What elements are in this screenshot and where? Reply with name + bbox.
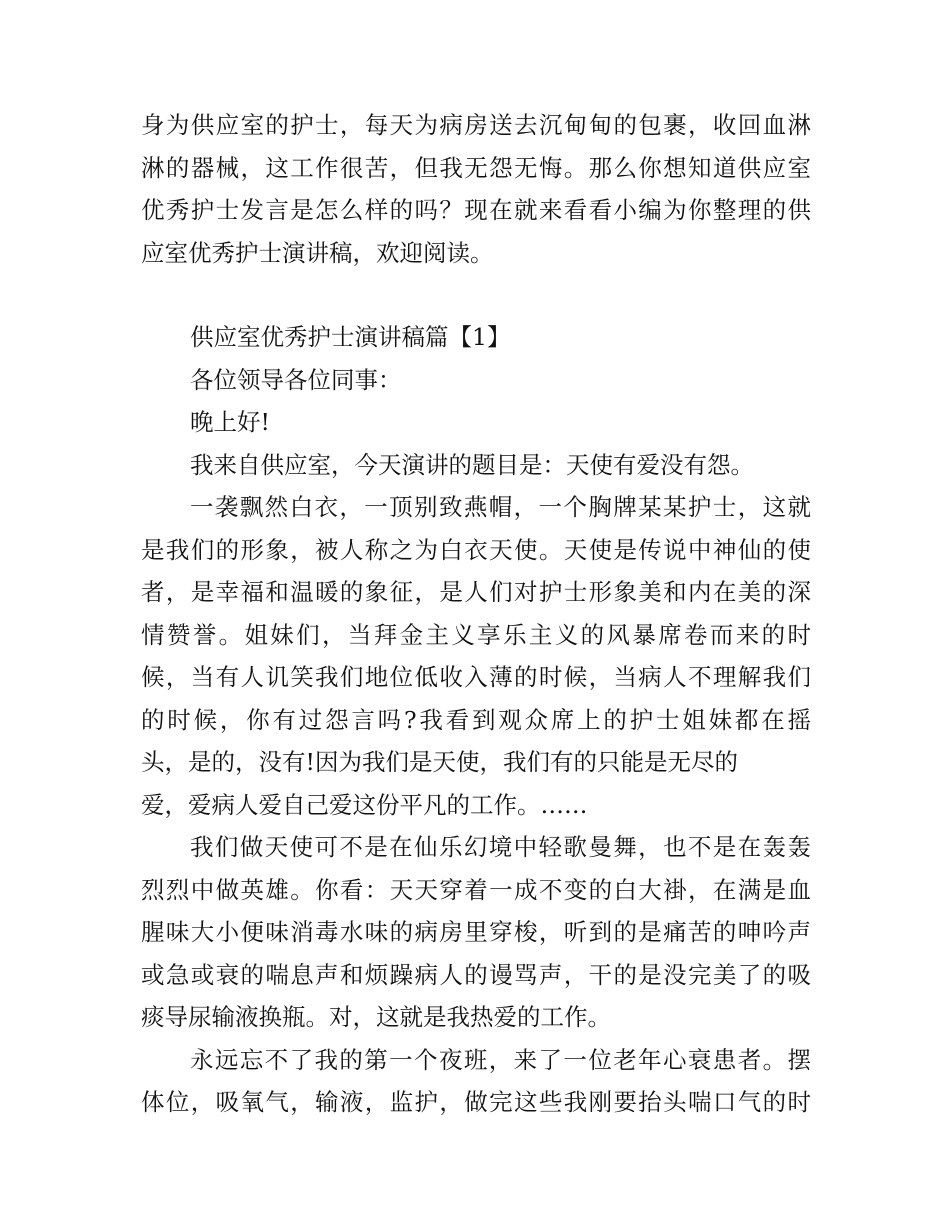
intro-line: 应室优秀护士演讲稿，欢迎阅读。: [141, 238, 494, 267]
paragraph-line: 是我们的形象，被人称之为白衣天使。天使是传说中神仙的使: [141, 535, 811, 564]
section-title: 供应室优秀护士演讲稿篇【1】: [190, 323, 511, 351]
paragraph-line: 腥味大小便味消毒水味的病房里穿梭，听到的是痛苦的呻吟声: [141, 918, 811, 946]
paragraph-line: 候，当有人讥笑我们地位低收入薄的时候，当病人不理解我们: [141, 663, 811, 691]
paragraph-line: 体位，吸氧气，输液，监护，做完这些我刚要抬头喘口气的时: [141, 1088, 811, 1116]
intro-line: 淋的器械，这工作很苦，但我无怨无悔。那么你想知道供应室: [141, 153, 811, 182]
intro-line: 优秀护士发言是怎么样的吗？现在就来看看小编为你整理的供: [141, 196, 811, 224]
salutation: 各位领导各位同事：: [190, 365, 402, 394]
paragraph-line: 永远忘不了我的第一个夜班，来了一位老年心衰患者。摆: [190, 1045, 811, 1074]
paragraph-line: 爱，爱病人爱自己爱这份平凡的工作。……: [141, 790, 588, 819]
paragraph-2: [141, 826, 811, 1039]
greeting: 晚上好!: [190, 408, 270, 436]
paragraph-1: [141, 486, 811, 826]
paragraph-line: 情赞誉。姐妹们，当拜金主义享乐主义的风暴席卷而来的时: [141, 620, 811, 649]
speech-topic: 我来自供应室，今天演讲的题目是：天使有爱没有怨。: [190, 450, 754, 479]
paragraph-line: 头，是的，没有!因为我们是天使，我们有的只能是无尽的: [141, 748, 738, 776]
paragraph-line: 或急或衰的喘息声和烦躁病人的谩骂声，干的是没完美了的吸: [141, 960, 811, 989]
text-column: [141, 104, 811, 1124]
intro-paragraph: [141, 104, 811, 274]
intro-line: 身为供应室的护士，每天为病房送去沉甸甸的包裹，收回血淋: [141, 111, 811, 139]
paragraph-line: 我们做天使可不是在仙乐幻境中轻歌曼舞，也不是在轰轰: [190, 833, 811, 861]
paragraph-line: 烈烈中做英雄。你看：天天穿着一成不变的白大褂，在满是血: [141, 875, 811, 904]
paragraph-3: [141, 1039, 811, 1124]
paragraph-line: 一袭飘然白衣，一顶别致燕帽，一个胸牌某某护士，这就: [190, 493, 811, 521]
paragraph-line: 的时候，你有过怨言吗?我看到观众席上的护士姐妹都在摇: [141, 705, 811, 734]
paragraph-line: 者，是幸福和温暖的象征，是人们对护士形象美和内在美的深: [141, 578, 811, 606]
paragraph-line: 痰导尿输液换瓶。对，这就是我热爱的工作。: [141, 1003, 611, 1031]
